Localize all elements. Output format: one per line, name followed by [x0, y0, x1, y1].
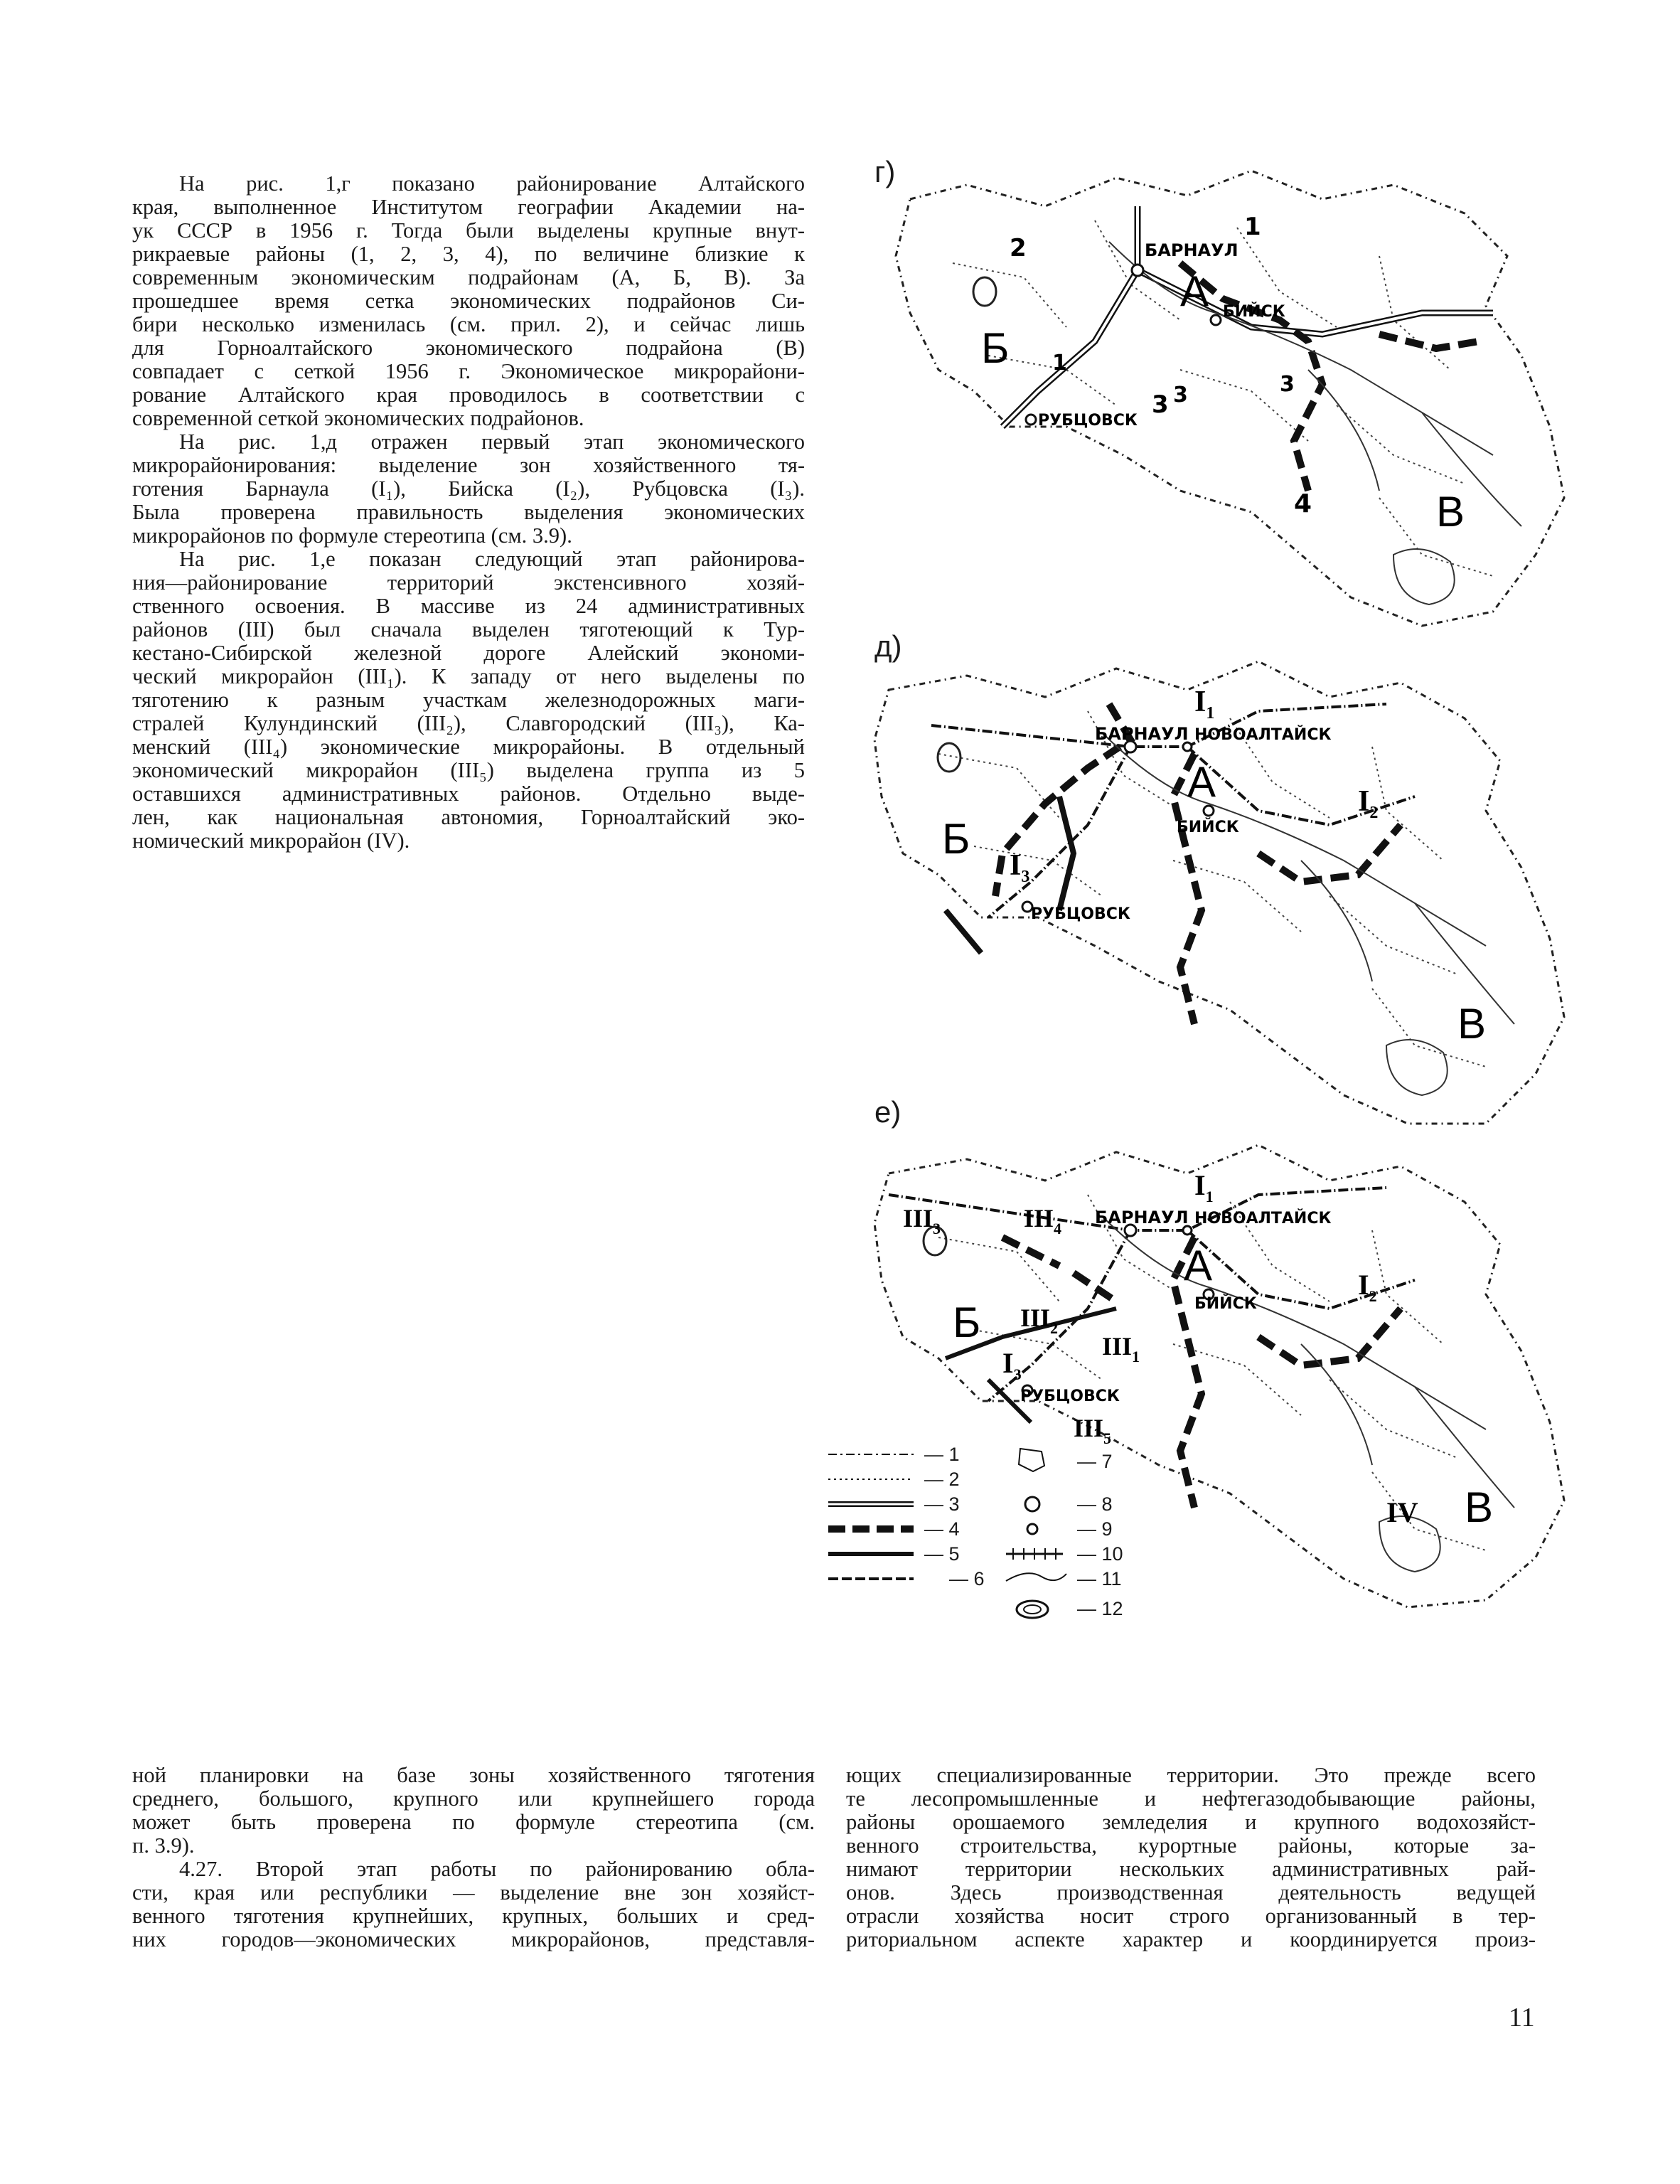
- text-line: стралей Кулундинский (III₂), Славгородский (III₃), Ка-: [132, 711, 805, 735]
- city-label-biysk: БИЙСК: [1223, 303, 1285, 321]
- legend-label-9: — 9: [1077, 1518, 1113, 1540]
- text-line: ственного освоения. В массиве из 24 административных: [132, 594, 805, 618]
- zone-label-iii5: $III_5$: [1074, 1414, 1112, 1447]
- text-line: онов. Здесь производственная деятельность ведущей: [846, 1880, 1536, 1905]
- text-line-section-4-27: 4.27. Второй этап работы по районированию обла-: [179, 1857, 815, 1881]
- text-line: п. 3.9).: [132, 1833, 195, 1858]
- text-line: ческий микрорайон (III₁). К западу от него выделены по: [132, 664, 805, 688]
- lower-left-column: [132, 1764, 815, 1951]
- region-label-b: Б: [953, 1299, 981, 1346]
- paragraph-fig1d: [132, 430, 805, 548]
- text-line: те лесопромышленные и нефтегазодобывающие районы,: [846, 1786, 1536, 1811]
- map-outline: [896, 171, 1564, 626]
- legend-label-5: — 5: [924, 1543, 960, 1565]
- region-label-b: Б: [981, 324, 1010, 372]
- text-line: менский (III₄) экономические микрорайоны. В отдельный: [132, 735, 805, 759]
- zone-label-i3: $I_3$: [1002, 1347, 1022, 1383]
- legend-label-4: — 4: [924, 1518, 960, 1540]
- legend-label-12: — 12: [1077, 1598, 1123, 1619]
- district-number: 2: [1010, 234, 1027, 262]
- figure-label-d: д): [874, 629, 902, 663]
- text-line: сти, края или республики — выделение вне зон хозяйст-: [132, 1880, 815, 1905]
- text-line: для Горноалтайского экономического подрайона (В): [132, 336, 805, 360]
- city-label-barnaul: БАРНАУЛ: [1145, 240, 1238, 260]
- text-line: края, выполненное Институтом географии Академии на-: [132, 195, 805, 219]
- region-boundary-thick: [1180, 263, 1479, 491]
- zone-label-iii2: $III_2$: [1020, 1304, 1059, 1337]
- region-label-b: Б: [942, 815, 970, 863]
- city-label-rubtsovsk: РУБЦОВСК: [1020, 1387, 1120, 1405]
- text-line: районы орошаемого земледелия и крупного водохозяйст-: [846, 1810, 1536, 1834]
- text-line: Была проверена правильность выделения экономических: [132, 500, 805, 524]
- text-line: современной сеткой экономических подрайонов.: [132, 406, 584, 430]
- city-label-biysk: БИЙСК: [1194, 1295, 1257, 1313]
- district-number: 3: [1280, 372, 1295, 397]
- text-line: бири несколько изменилась (см. прил. 2), и сейчас лишь: [132, 312, 805, 336]
- district-number: 4: [1294, 489, 1312, 518]
- figure-label-g: г): [874, 155, 896, 188]
- zone-label-iii1: $III_1$: [1102, 1332, 1140, 1365]
- map-figure-d: [860, 640, 1571, 1131]
- zone-boundary-thick: [995, 704, 1401, 1024]
- upper-text-block: [132, 172, 805, 853]
- text-line: На рис. 1,д отражен первый этап экономического: [179, 430, 805, 454]
- figure-label-e: е): [874, 1095, 901, 1129]
- text-line: номический микрорайон (IV).: [132, 829, 410, 853]
- map-figure-g: [882, 156, 1578, 654]
- text-line: экономический микрорайон (III₅) выделена группа из 5: [132, 758, 805, 782]
- text-line: районов (III) был сначала выделен тяготеющий к Тур-: [132, 617, 805, 641]
- district-number: 1: [1052, 351, 1067, 375]
- zone-label-iv: IV: [1386, 1496, 1418, 1528]
- text-line: отрасли хозяйства носит строго организованный в тер-: [846, 1904, 1536, 1928]
- text-line: На рис. 1,г показано районирование Алтайского: [179, 171, 805, 196]
- legend-label-1: — 1: [924, 1444, 960, 1465]
- paragraph-fig1e: [132, 548, 805, 853]
- text-line: совпадает с сеткой 1956 г. Экономическое микрорайони-: [132, 359, 805, 383]
- legend-label-8: — 8: [1077, 1493, 1113, 1515]
- text-line: рование Алтайского края проводилось в соответствии с: [132, 383, 805, 407]
- legend-symbol-9: [1027, 1524, 1037, 1534]
- map-legend: [828, 1444, 1198, 1632]
- region-label-a: А: [1184, 1242, 1213, 1289]
- text-line: современным экономическим подрайонам (А, Б, В). За: [132, 265, 805, 289]
- city-biysk: [1204, 806, 1214, 816]
- zone-label-i2: $I_2$: [1358, 785, 1379, 822]
- legend-symbols: [828, 1447, 1198, 1632]
- region-label-v: В: [1465, 1483, 1494, 1531]
- legend-label-11: — 11: [1077, 1568, 1122, 1589]
- text-line: лен, как национальная автономия, Горноалтайский эко-: [132, 805, 805, 829]
- page-number: 11: [1509, 2003, 1535, 2033]
- city-label-biysk: БИЙСК: [1177, 819, 1239, 836]
- text-line: ной планировки на базе зоны хозяйственного тяготения: [132, 1763, 815, 1787]
- legend-symbol-12: [1017, 1601, 1048, 1618]
- city-label-novoaltaisk: НОВОАЛТАЙСК: [1194, 1210, 1332, 1227]
- legend-symbol-8: [1025, 1497, 1039, 1511]
- legend-label-2: — 2: [924, 1469, 960, 1490]
- city-label-novoaltaisk: НОВОАЛТАЙСК: [1194, 726, 1332, 744]
- lower-right-column: [846, 1764, 1536, 1951]
- lake: [1393, 549, 1455, 604]
- lake-kulunda: [973, 277, 996, 306]
- city-barnaul: [1132, 265, 1143, 276]
- text-line: венного тяготения крупнейших, крупных, больших и сред-: [132, 1904, 815, 1928]
- zone-label-iii4: $III_4$: [1024, 1204, 1062, 1237]
- district-number: 3: [1173, 383, 1188, 407]
- city-rubtsovsk: [1026, 415, 1036, 425]
- zone-label-i1: $I_1$: [1194, 1169, 1214, 1205]
- legend-symbol-11: [1006, 1573, 1066, 1581]
- region-label-a: А: [1187, 758, 1216, 806]
- text-line: среднего, большого, крупного или крупнейшего города: [132, 1786, 815, 1811]
- text-line: На рис. 1,е показан следующий этап районирова-: [179, 547, 805, 571]
- city-label-barnaul: БАРНАУЛ: [1095, 724, 1189, 744]
- lake: [1386, 1040, 1448, 1095]
- text-line: ук СССР в 1956 г. Тогда были выделены крупные внут-: [132, 218, 805, 243]
- district-number: 1: [1244, 213, 1261, 241]
- text-line: тяготению к разным участкам железнодорожных маги-: [132, 688, 805, 712]
- text-line: оставшихся административных районов. Отдельно выде-: [132, 782, 805, 806]
- region-label-v: В: [1436, 488, 1465, 536]
- legend-label-6: — 6: [949, 1568, 985, 1589]
- zone-label-i3: $I_3$: [1010, 849, 1030, 886]
- text-line: ющих специализированные территории. Это прежде всего: [846, 1763, 1536, 1787]
- legend-symbol-7: [1019, 1449, 1044, 1471]
- text-line: готения Барнаула (I₁), Бийска (I₂), Рубцовска (I₃).: [132, 476, 805, 501]
- text-line: них городов—экономических микрорайонов, представля-: [132, 1927, 815, 1951]
- text-line: микрорайонирования: выделение зон хозяйственного тя-: [132, 453, 805, 477]
- city-biysk: [1211, 315, 1221, 325]
- paragraph-fig1g: [132, 172, 805, 430]
- legend-label-7: — 7: [1077, 1451, 1113, 1472]
- legend-label-10: — 10: [1077, 1543, 1123, 1565]
- city-label-rubtsovsk: РУБЦОВСК: [1038, 412, 1138, 430]
- city-label-barnaul: БАРНАУЛ: [1095, 1208, 1189, 1227]
- region-label-a: А: [1180, 267, 1209, 315]
- legend-label-3: — 3: [924, 1493, 960, 1515]
- zone-label-i1: $I_1$: [1194, 686, 1215, 723]
- zone-label-iii3: $III_3$: [903, 1204, 941, 1237]
- region-label-v: В: [1457, 1000, 1487, 1048]
- text-line: прошедшее время сетка экономических подрайонов Си-: [132, 289, 805, 313]
- text-line: рикраевые районы (1, 2, 3, 4), по величине близкие к: [132, 242, 805, 266]
- text-line: микрорайонов по формуле стереотипа (см. 3.9).: [132, 523, 572, 548]
- text-line: риториальном аспекте характер и координируется произ-: [846, 1927, 1536, 1951]
- text-line: венного строительства, курортные районы, которые за-: [846, 1833, 1536, 1858]
- legend-symbol-12-inner: [1024, 1605, 1041, 1614]
- text-line: может быть проверена по формуле стереотипа (см.: [132, 1810, 815, 1834]
- zone-label-i2: $I_2$: [1358, 1269, 1377, 1305]
- district-number: 3: [1152, 390, 1169, 419]
- text-line: кестано-Сибирской железной дороге Алейский экономи-: [132, 641, 805, 665]
- text-line: ния—районирование территорий экстенсивного хозяй-: [132, 570, 805, 595]
- city-label-rubtsovsk: РУБЦОВСК: [1031, 905, 1130, 923]
- text-line: нимают территории нескольких административных рай-: [846, 1857, 1536, 1881]
